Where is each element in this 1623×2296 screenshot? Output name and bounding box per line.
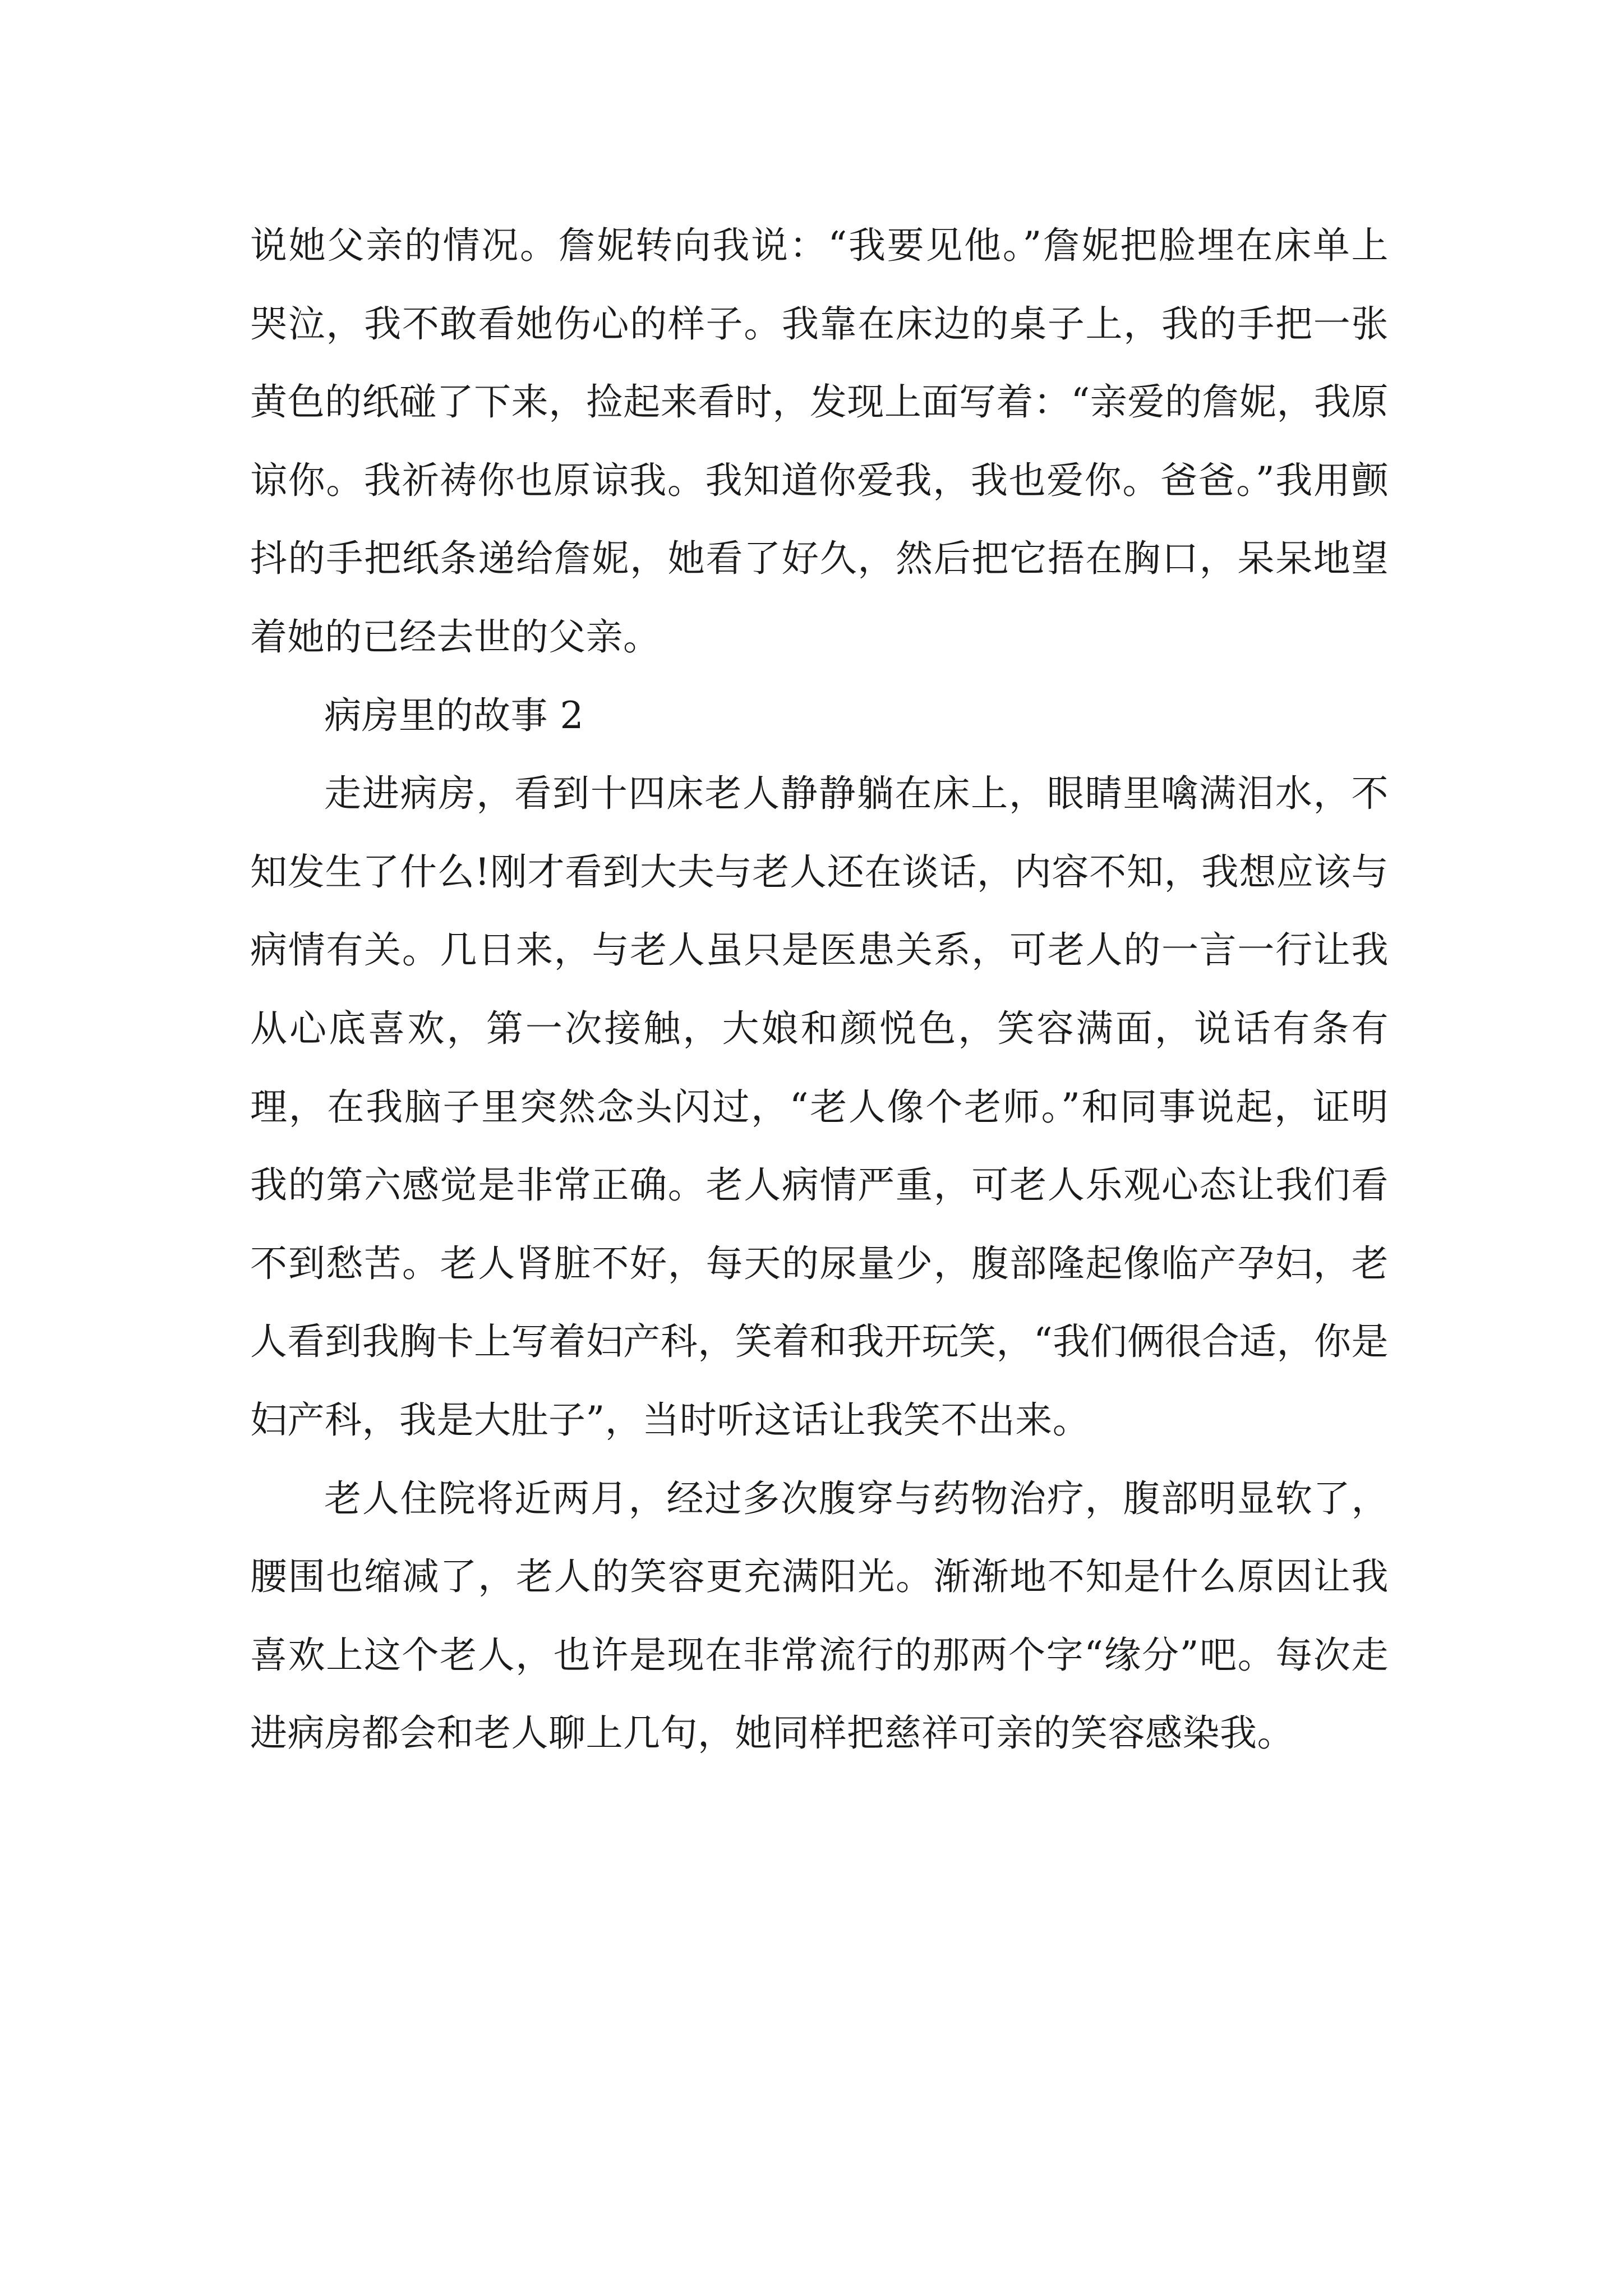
document-body [250, 206, 1389, 1773]
paragraph-continued: 说她父亲的情况。詹妮转向我说：“我要见他。”詹妮把脸埋在床单上哭泣，我不敢看她伤心的样子。我靠在床边的桌子上，我的手把一张黄色的纸碰了下来，捡起来看时，发现上面写着：“亲爱的詹妮，我原谅你。我祈祷你也原谅我。我知道你爱我，我也爱你。爸爸。”我用颤抖的手把纸条递给詹妮，她看了好久，然后把它捂在胸口，呆呆地望着她的已经去世的父亲。 [250, 224, 1389, 659]
paragraph: 走进病房，看到十四床老人静静躺在床上，眼睛里噙满泪水，不知发生了什么!刚才看到大夫与老人还在谈话，内容不知，我想应该与病情有关。几日来，与老人虽只是医患关系，可老人的一言一行让我从心底喜欢，第一次接触，大娘和颜悦色，笑容满面，说话有条有理，在我脑子里突然念头闪过，“老人像个老师。”和同事说起，证明我的第六感觉是非常正确。老人病情严重，可老人乐观心态让我们看不到愁苦。老人肾脏不好，每天的尿量少，腹部隆起像临产孕妇，老人看到我胸卡上写着妇产科，笑着和我开玩笑，“我们俩很合适，你是妇产科，我是大肚子”，当时听这话让我笑不出来。 [250, 772, 1389, 1442]
section-heading: 病房里的故事 2 [324, 693, 584, 737]
paragraph: 老人住院将近两月，经过多次腹穿与药物治疗，腹部明显软了，腰围也缩减了，老人的笑容更充满阳光。渐渐地不知是什么原因让我喜欢上这个老人，也许是现在非常流行的那两个字“缘分”吧。每次走进病房都会和老人聊上几句，她同样把慈祥可亲的笑容感染我。 [250, 1476, 1389, 1755]
